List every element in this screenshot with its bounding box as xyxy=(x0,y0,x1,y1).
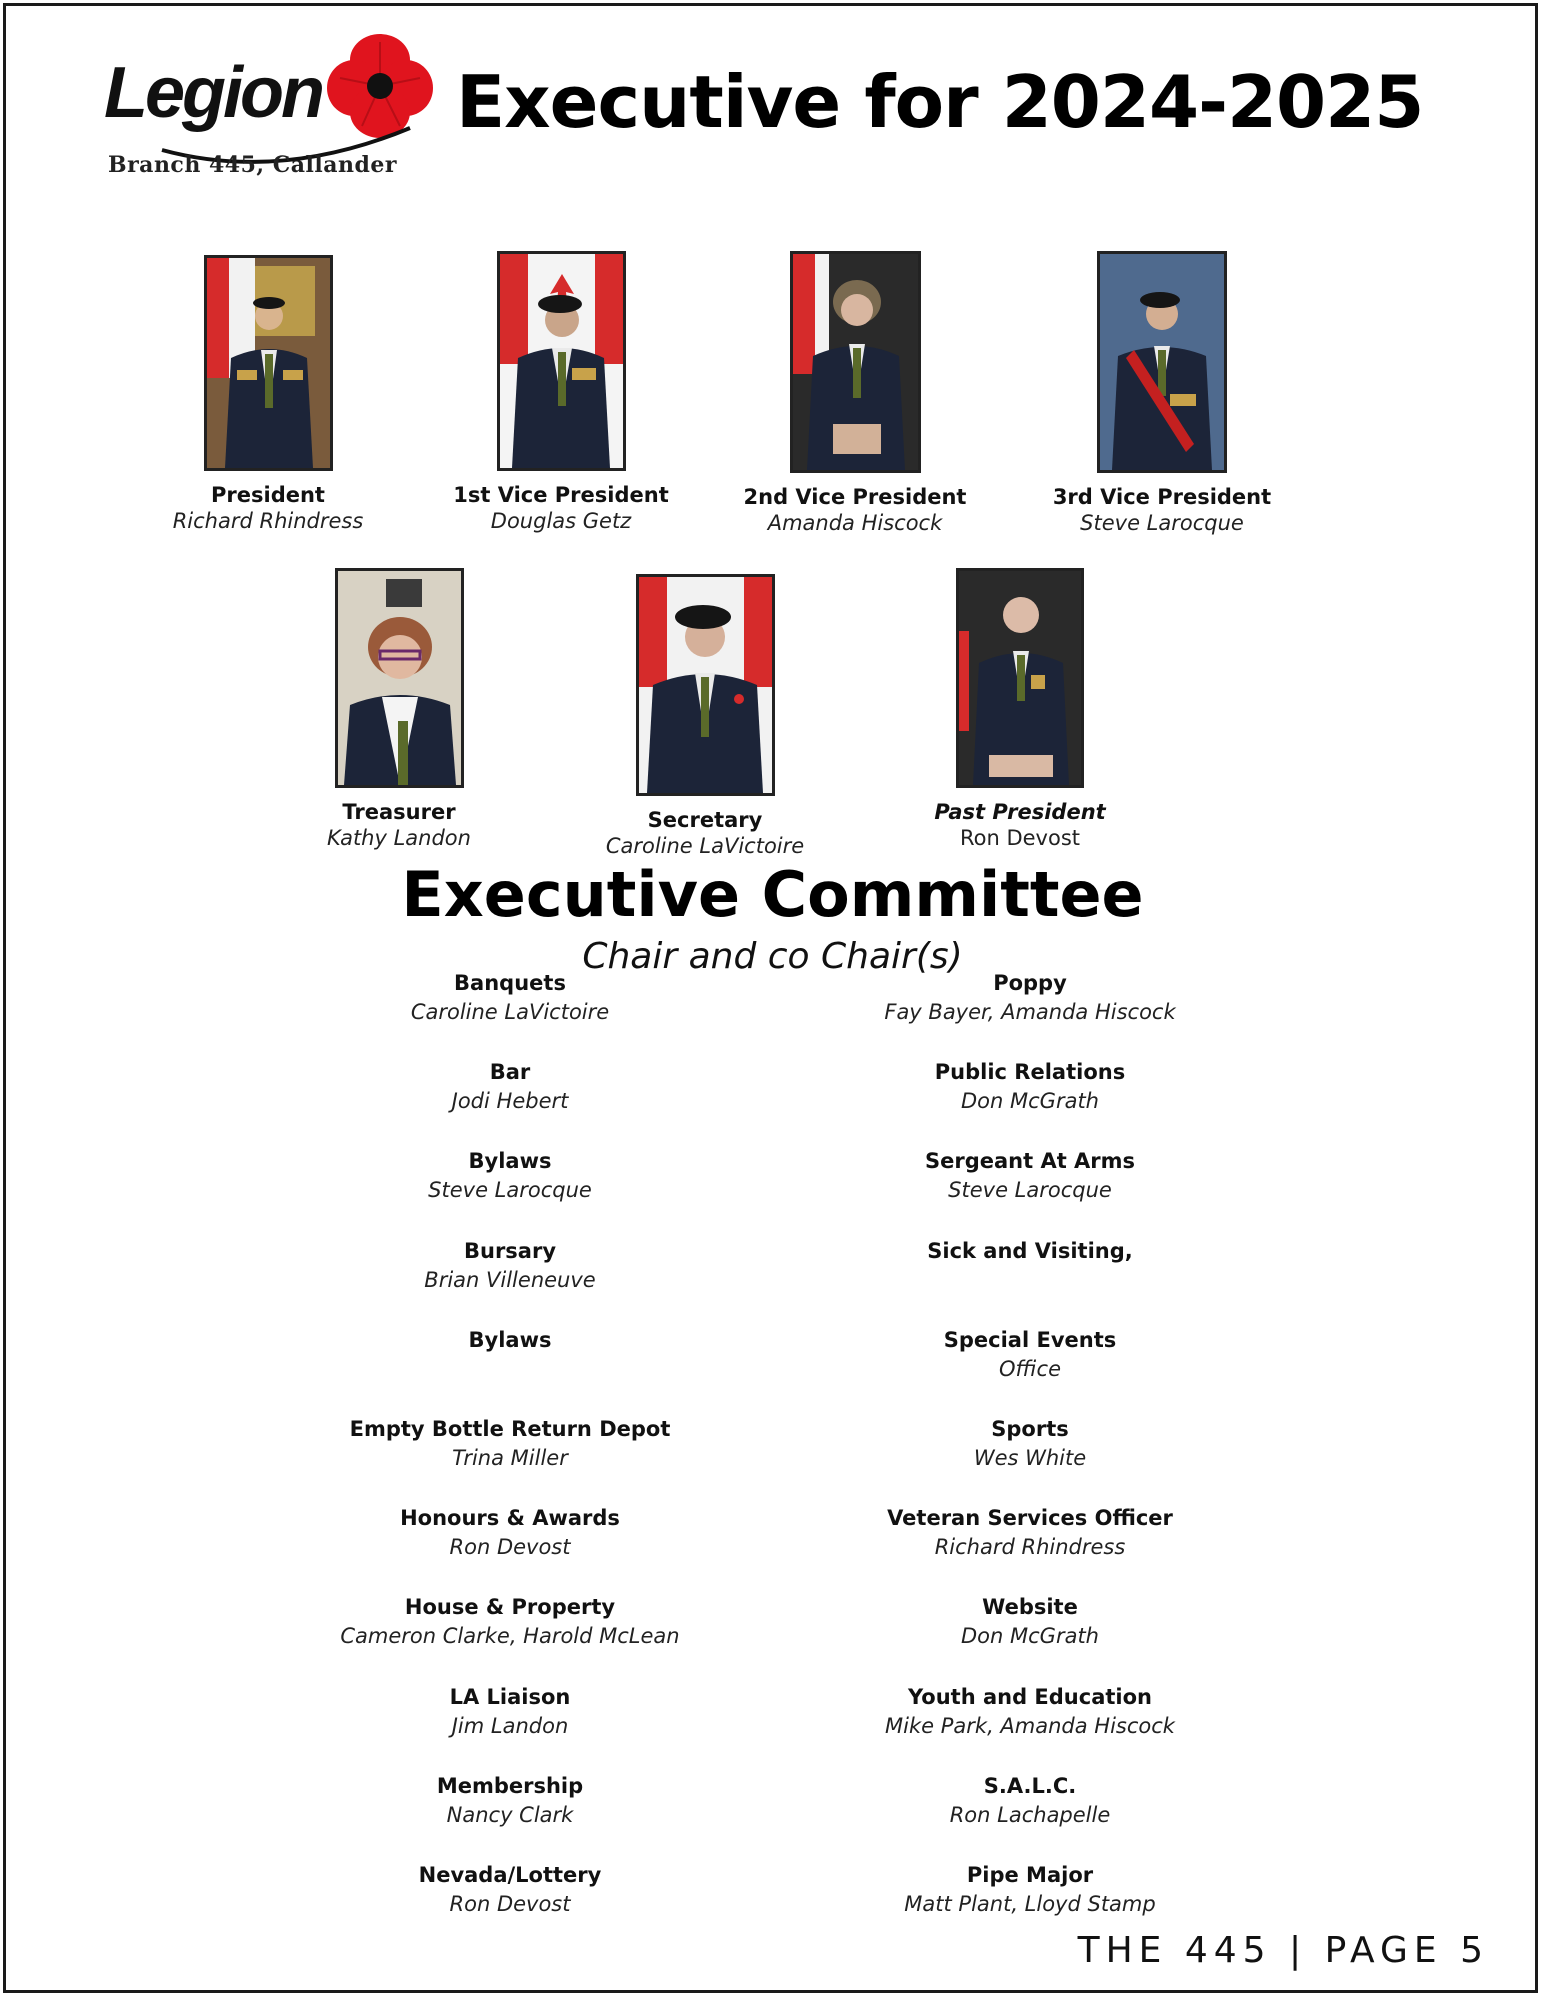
committee-role: S.A.L.C. xyxy=(983,1773,1077,1798)
page-footer: THE 445 | PAGE 5 xyxy=(1077,1930,1489,1971)
legion-logo xyxy=(100,30,440,190)
officer-photo xyxy=(497,251,626,471)
officer-3rd-vice-president xyxy=(1042,251,1282,535)
committee-entry xyxy=(250,1860,770,1949)
committee-entry xyxy=(770,968,1290,1057)
committee-chair xyxy=(770,1266,1290,1294)
officer-photo xyxy=(790,251,921,473)
officer-role: 3rd Vice President xyxy=(1052,485,1272,509)
committee-entry xyxy=(770,1503,1290,1592)
committee-chair: Ron Lachapelle xyxy=(949,1802,1111,1827)
officer-photo xyxy=(956,568,1084,788)
committee-chair: Steve Larocque xyxy=(428,1178,592,1203)
committee-chair: Steve Larocque xyxy=(948,1178,1112,1203)
committee-chair: Don McGrath xyxy=(961,1624,1099,1649)
committee-entry xyxy=(770,1771,1290,1860)
portrait-image xyxy=(639,577,772,793)
committee-role: Bursary xyxy=(463,1238,557,1263)
committee-entry xyxy=(250,1592,770,1681)
committee-role: House & Property xyxy=(404,1595,616,1620)
committee-role: Bylaws xyxy=(468,1149,552,1174)
portrait-image xyxy=(500,254,623,468)
committee-role: Bar xyxy=(489,1060,531,1085)
committee-role: Public Relations xyxy=(934,1060,1126,1085)
committee-entry xyxy=(770,1057,1290,1146)
officer-photo xyxy=(636,574,775,796)
branch-name: Branch 445, Callander xyxy=(108,152,397,178)
committee-chair: Don McGrath xyxy=(961,1089,1099,1114)
officer-secretary xyxy=(585,574,825,858)
committee-role: LA Liaison xyxy=(449,1684,571,1709)
committee-chair: Cameron Clarke, Harold McLean xyxy=(340,1624,680,1649)
officer-name: Steve Larocque xyxy=(1080,511,1244,535)
officer-past-president xyxy=(900,568,1140,850)
committee-chair: Nancy Clark xyxy=(446,1802,574,1827)
committee-entry xyxy=(250,1146,770,1235)
committee-entry xyxy=(770,1592,1290,1681)
portrait-image xyxy=(793,254,918,470)
committee-chair xyxy=(250,1355,770,1383)
committee-entry xyxy=(770,1414,1290,1503)
committee-entry xyxy=(250,1682,770,1771)
officer-name: Richard Rhindress xyxy=(172,509,364,533)
officer-role: 1st Vice President xyxy=(453,483,669,507)
committee-title: Executive Committee xyxy=(401,858,1144,931)
committee-entry xyxy=(250,1414,770,1503)
committee-role: Nevada/Lottery xyxy=(418,1862,602,1887)
committee-entry xyxy=(770,1236,1290,1325)
committee-role: Poppy xyxy=(993,971,1067,995)
committee-chair: Fay Bayer, Amanda Hiscock xyxy=(884,1000,1176,1024)
officer-role: President xyxy=(211,483,325,507)
portrait-image xyxy=(959,571,1081,785)
committee-chair: Ron Devost xyxy=(449,1535,571,1560)
committee-chair: Brian Villeneuve xyxy=(424,1267,596,1292)
officer-role: Secretary xyxy=(647,808,763,832)
committee-role: Membership xyxy=(436,1773,584,1798)
committee-entry xyxy=(250,1057,770,1146)
committee-entry xyxy=(250,968,770,1057)
officer-photo xyxy=(335,568,464,788)
officer-1st-vice-president xyxy=(441,251,681,533)
officer-role: Treasurer xyxy=(342,800,456,824)
committee-role: Youth and Education xyxy=(908,1684,1152,1709)
committee-entry xyxy=(770,1325,1290,1414)
committee-chair: Jim Landon xyxy=(451,1713,569,1738)
committee-chair: Ron Devost xyxy=(449,1891,571,1916)
officer-photo xyxy=(204,255,333,471)
committee-entry xyxy=(250,1236,770,1325)
committee-chair: Trina Miller xyxy=(452,1445,568,1470)
committee-role: Sick and Visiting, xyxy=(927,1238,1133,1263)
officer-name: Ron Devost xyxy=(959,826,1081,850)
officer-role: Past President xyxy=(934,800,1106,824)
portrait-image xyxy=(207,258,330,468)
committee-entry xyxy=(770,1146,1290,1235)
committee-chair: Matt Plant, Lloyd Stamp xyxy=(904,1891,1156,1916)
committee-role: Sergeant At Arms xyxy=(924,1149,1136,1174)
committee-role: Empty Bottle Return Depot xyxy=(349,1416,671,1441)
committee-chair: Office xyxy=(999,1356,1061,1381)
committee-subtitle: Chair and co Chair(s) xyxy=(582,936,963,977)
officer-name: Caroline LaVictoire xyxy=(605,834,805,858)
committee-right-column xyxy=(770,968,1290,1949)
officer-president xyxy=(148,255,388,533)
committee-chair: Richard Rhindress xyxy=(934,1535,1126,1560)
committee-entry xyxy=(250,1325,770,1414)
officer-photo xyxy=(1097,251,1227,473)
page-title: Executive for 2024-2025 xyxy=(456,60,1424,144)
committee-left-column xyxy=(250,968,770,1949)
committee-chair: Caroline LaVictoire xyxy=(410,1000,610,1024)
committee-role: Bylaws xyxy=(468,1327,552,1352)
portrait-image xyxy=(338,571,461,785)
officer-2nd-vice-president xyxy=(735,251,975,535)
committee-entry xyxy=(770,1682,1290,1771)
officer-name: Amanda Hiscock xyxy=(767,511,943,535)
committee-role: Website xyxy=(982,1595,1078,1620)
portrait-image xyxy=(1100,254,1224,470)
committee-chair: Wes White xyxy=(973,1445,1087,1470)
committee-role: Banquets xyxy=(454,971,566,995)
committee-role: Special Events xyxy=(943,1327,1117,1352)
committee-entry xyxy=(250,1503,770,1592)
committee-role: Honours & Awards xyxy=(400,1506,620,1531)
committee-role: Sports xyxy=(991,1416,1069,1441)
logo-wordmark: Legion xyxy=(104,53,322,133)
committee-role: Pipe Major xyxy=(966,1862,1094,1887)
officer-name: Kathy Landon xyxy=(327,826,471,850)
committee-chair: Mike Park, Amanda Hiscock xyxy=(885,1713,1175,1738)
officer-treasurer xyxy=(279,568,519,850)
officer-role: 2nd Vice President xyxy=(743,485,967,509)
committee-entry xyxy=(250,1771,770,1860)
officer-name: Douglas Getz xyxy=(490,509,632,533)
committee-chair: Jodi Hebert xyxy=(451,1089,569,1114)
committee-role: Veteran Services Officer xyxy=(887,1506,1173,1531)
